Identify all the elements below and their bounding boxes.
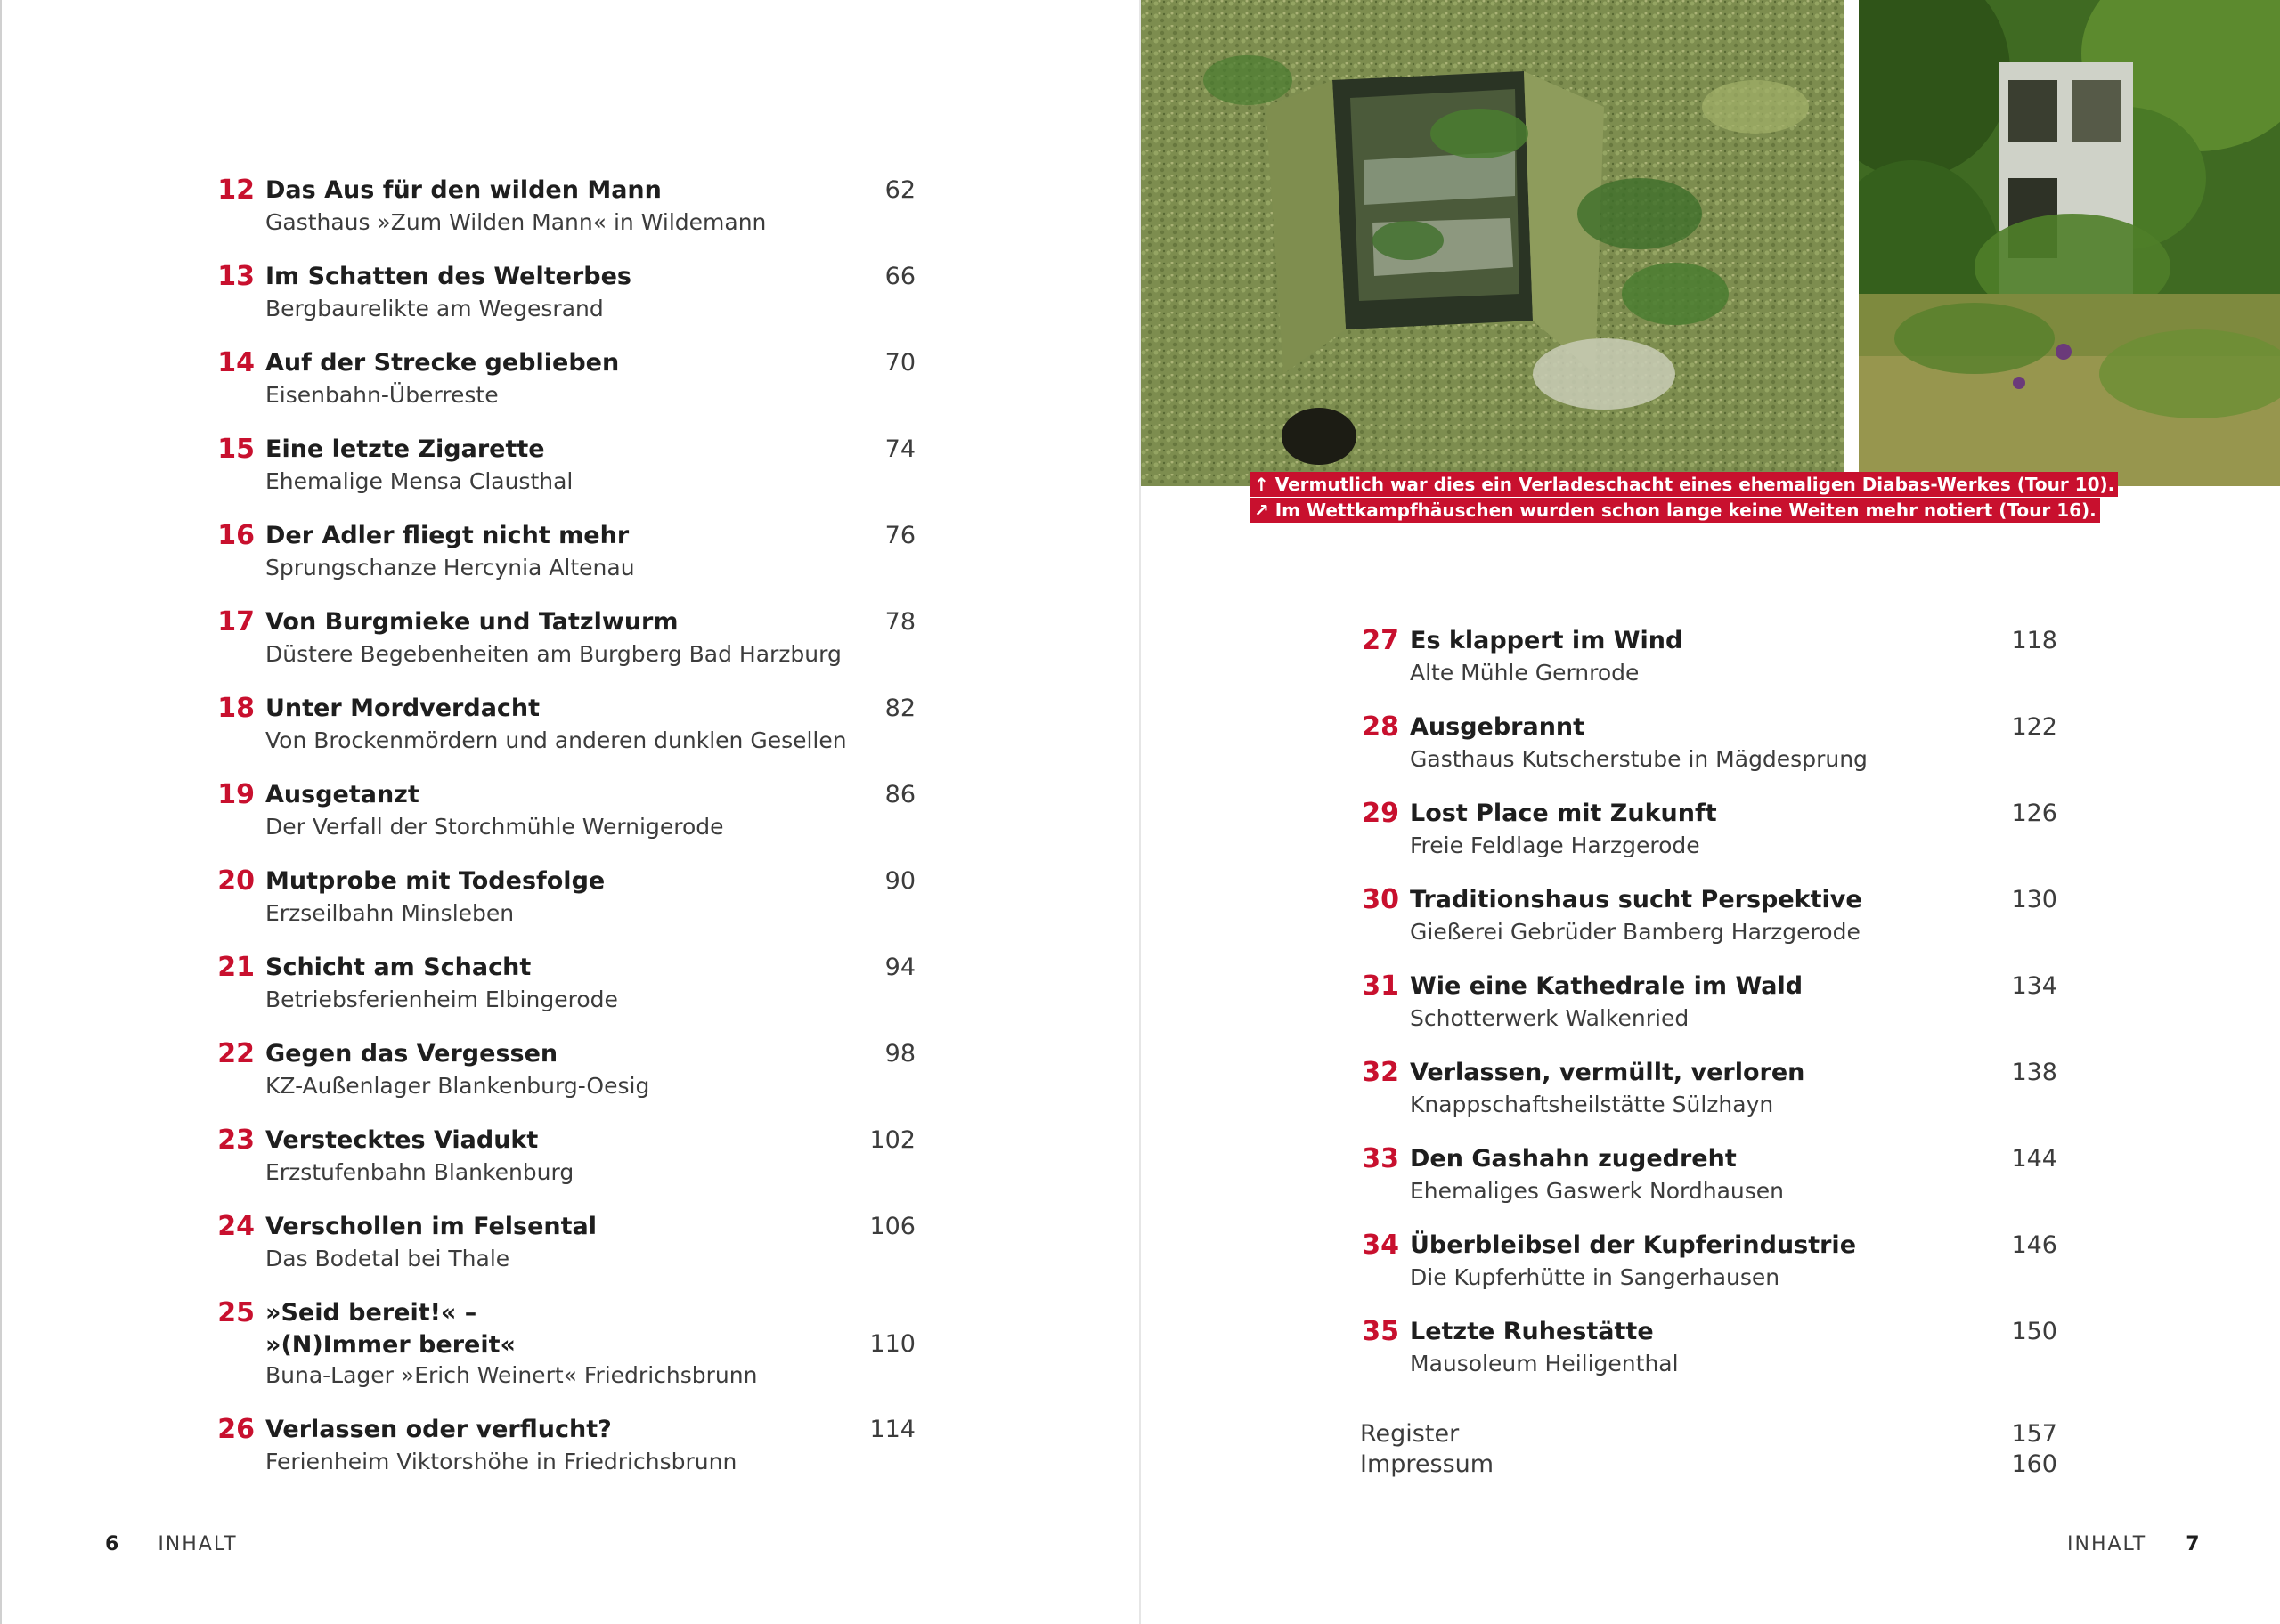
entry-number: 21 (217, 952, 255, 983)
entry-title: Verlassen, vermüllt, verloren (1410, 1059, 1805, 1086)
entry-title-line: »Seid bereit!« – (265, 1299, 477, 1327)
entry-subtitle: Knappschaftsheilstätte Sülzhayn (1410, 1092, 1774, 1117)
entry-title: Traditionshaus sucht Perspektive (1410, 886, 1862, 914)
extra-page-number: 160 (2011, 1450, 2057, 1478)
entry-title: Wie eine Kathedrale im Wald (1410, 972, 1804, 1000)
entry-page-number: 86 (884, 781, 916, 808)
photo-caption (1250, 472, 2118, 524)
entry-page-number: 82 (884, 694, 916, 722)
entry-title: Verstecktes Viadukt (265, 1126, 539, 1154)
toc-entry[interactable] (216, 952, 916, 1023)
entry-subtitle: Alte Mühle Gernrode (1410, 660, 1640, 686)
toc-entry[interactable] (1360, 970, 2057, 1042)
entry-page-number: 102 (869, 1126, 916, 1154)
entry-subtitle: Eisenbahn-Überreste (265, 382, 499, 408)
toc-entry[interactable] (216, 1038, 916, 1109)
photo-judges-tower (1859, 0, 2280, 486)
tower-image (1859, 0, 2280, 486)
entry-title: Ausgebrannt (1410, 713, 1585, 741)
caption-line: ↑ Vermutlich war dies ein Verladeschacht eines ehemaligen Diabas-Werkes (Tour 10). (1250, 472, 2118, 497)
caption-line: ↗ Im Wettkampfhäuschen wurden schon lange keine Weiten mehr notiert (Tour 16). (1250, 498, 2100, 523)
entry-subtitle: Schotterwerk Walkenried (1410, 1005, 1690, 1031)
entry-subtitle: Ehemalige Mensa Clausthal (265, 468, 574, 494)
entry-subtitle: Mausoleum Heiligenthal (1410, 1351, 1679, 1376)
entry-number: 17 (217, 606, 255, 637)
entry-page-number: 146 (2011, 1231, 2057, 1259)
toc-entry[interactable] (1360, 1230, 2057, 1301)
entry-number: 29 (1362, 798, 1399, 829)
entry-page-number: 76 (884, 522, 916, 549)
entry-title: Überbleibsel der Kupferindustrie (1410, 1231, 1857, 1259)
entry-page-number: 94 (884, 954, 916, 981)
photo-concrete-shaft (1141, 0, 1844, 486)
entry-page-number: 66 (884, 263, 916, 290)
entry-subtitle: Sprungschanze Hercynia Altenau (265, 555, 635, 581)
entry-number: 15 (217, 434, 255, 465)
toc-entry[interactable] (1360, 798, 2057, 869)
entry-subtitle: Gasthaus Kutscherstube in Mägdesprung (1410, 746, 1868, 772)
entry-title: Ausgetanzt (265, 781, 419, 808)
entry-number: 25 (217, 1297, 255, 1328)
entry-number: 35 (1362, 1316, 1399, 1347)
entry-subtitle: Die Kupferhütte in Sangerhausen (1410, 1264, 1780, 1290)
entry-title: Auf der Strecke geblieben (265, 349, 620, 377)
toc-entry[interactable] (216, 1297, 916, 1397)
entry-subtitle: Ferienheim Viktorshöhe in Friedrichsbrunn (265, 1449, 737, 1474)
entry-title: Schicht am Schacht (265, 954, 532, 981)
entry-title-line: »(N)Immer bereit« (265, 1331, 516, 1359)
entry-number: 33 (1362, 1143, 1399, 1174)
entry-subtitle: KZ-Außenlager Blankenburg-Oesig (265, 1073, 650, 1099)
entry-number: 13 (217, 261, 255, 292)
extra-page-number: 157 (2011, 1420, 2057, 1448)
entry-number: 24 (217, 1211, 255, 1242)
entry-page-number: 98 (884, 1040, 916, 1068)
entry-subtitle: Erzstufenbahn Blankenburg (265, 1159, 574, 1185)
entry-number: 14 (217, 347, 255, 378)
page-footer-right (2067, 1533, 2200, 1555)
right-page (1141, 0, 2280, 1624)
toc-extra-impressum[interactable] (1360, 1449, 2057, 1480)
toc-entry[interactable] (216, 693, 916, 764)
toc-entry[interactable] (1360, 711, 2057, 783)
entry-subtitle: Der Verfall der Storchmühle Wernigerode (265, 814, 724, 840)
toc-entry[interactable] (216, 175, 916, 246)
entry-subtitle: Gasthaus »Zum Wilden Mann« in Wildemann (265, 209, 767, 235)
toc-entry[interactable] (1360, 884, 2057, 955)
entry-title: Der Adler fliegt nicht mehr (265, 522, 630, 549)
page-footer-left (105, 1533, 238, 1555)
entry-subtitle: Betriebsferienheim Elbingerode (265, 987, 618, 1012)
toc-entry[interactable] (216, 261, 916, 332)
entry-number: 23 (217, 1125, 255, 1156)
shaft-image (1141, 0, 1844, 486)
toc-right (1360, 625, 2057, 1498)
entry-page-number: 114 (869, 1416, 916, 1443)
toc-entry[interactable] (216, 520, 916, 591)
entry-page-number: 118 (2011, 627, 2057, 654)
entry-number: 30 (1362, 884, 1399, 915)
section-label: INHALT (158, 1533, 238, 1555)
entry-subtitle: Ehemaliges Gaswerk Nordhausen (1410, 1178, 1785, 1204)
entry-title: Mutprobe mit Todesfolge (265, 867, 606, 895)
left-page (0, 0, 1139, 1624)
entry-title: Von Burgmieke und Tatzlwurm (265, 608, 679, 636)
entry-title: Letzte Ruhestätte (1410, 1318, 1654, 1345)
toc-extra-register[interactable] (1360, 1419, 2057, 1449)
toc-entry[interactable] (1360, 1316, 2057, 1387)
entry-page-number: 110 (869, 1330, 916, 1358)
entry-number: 28 (1362, 711, 1399, 743)
entry-title: Den Gashahn zugedreht (1410, 1145, 1737, 1173)
entry-page-number: 150 (2011, 1318, 2057, 1345)
section-label: INHALT (2067, 1533, 2147, 1555)
entry-subtitle: Von Brockenmördern und anderen dunklen Gesellen (265, 727, 847, 753)
extra-label: Impressum (1360, 1450, 1494, 1478)
entry-page-number: 90 (884, 867, 916, 895)
entry-page-number: 126 (2011, 800, 2057, 827)
entry-title: Das Aus für den wilden Mann (265, 176, 662, 204)
entry-page-number: 130 (2011, 886, 2057, 914)
extra-label: Register (1360, 1420, 1460, 1448)
entry-page-number: 62 (884, 176, 916, 204)
entry-page-number: 138 (2011, 1059, 2057, 1086)
toc-entry[interactable] (1360, 625, 2057, 696)
entry-subtitle: Gießerei Gebrüder Bamberg Harzgerode (1410, 919, 1861, 945)
entry-title: Gegen das Vergessen (265, 1040, 558, 1068)
entry-number: 22 (217, 1038, 255, 1069)
toc-entry[interactable] (216, 1414, 916, 1485)
entry-title: Im Schatten des Welterbes (265, 263, 631, 290)
toc-entry[interactable] (216, 865, 916, 937)
entry-number: 16 (217, 520, 255, 551)
entry-page-number: 78 (884, 608, 916, 636)
entry-subtitle: Erzseilbahn Minsleben (265, 900, 515, 926)
toc-left (216, 175, 916, 1510)
entry-number: 20 (217, 865, 255, 897)
entry-page-number: 106 (869, 1213, 916, 1240)
entry-page-number: 134 (2011, 972, 2057, 1000)
entry-number: 32 (1362, 1057, 1399, 1088)
entry-title: Verlassen oder verflucht? (265, 1416, 612, 1443)
entry-number: 19 (217, 779, 255, 810)
entry-number: 26 (217, 1414, 255, 1445)
entry-title (265, 1297, 516, 1361)
page-number: 7 (2186, 1533, 2200, 1555)
entry-title: Unter Mordverdacht (265, 694, 541, 722)
entry-subtitle: Das Bodetal bei Thale (265, 1246, 510, 1271)
entry-title: Eine letzte Zigarette (265, 435, 545, 463)
entry-page-number: 144 (2011, 1145, 2057, 1173)
toc-entry[interactable] (1360, 1057, 2057, 1128)
toc-entry[interactable] (1360, 1143, 2057, 1214)
entry-title: Es klappert im Wind (1410, 627, 1683, 654)
entry-page-number: 70 (884, 349, 916, 377)
entry-number: 27 (1362, 625, 1399, 656)
entry-number: 34 (1362, 1230, 1399, 1261)
entry-number: 18 (217, 693, 255, 724)
toc-entry[interactable] (216, 347, 916, 418)
entry-page-number: 122 (2011, 713, 2057, 741)
entry-number: 12 (217, 175, 255, 206)
entry-subtitle: Bergbaurelikte am Wegesrand (265, 296, 604, 321)
entry-page-number: 74 (884, 435, 916, 463)
entry-title: Verschollen im Felsental (265, 1213, 598, 1240)
entry-number: 31 (1362, 970, 1399, 1002)
toc-entry[interactable] (216, 606, 916, 678)
entry-subtitle: Düstere Begebenheiten am Burgberg Bad Harzburg (265, 641, 842, 667)
toc-entry[interactable] (216, 434, 916, 505)
entry-subtitle: Buna-Lager »Erich Weinert« Friedrichsbrunn (265, 1362, 758, 1388)
entry-title: Lost Place mit Zukunft (1410, 800, 1717, 827)
toc-entry[interactable] (216, 779, 916, 850)
toc-entry[interactable] (216, 1211, 916, 1282)
page-number: 6 (105, 1533, 119, 1555)
entry-subtitle: Freie Feldlage Harzgerode (1410, 832, 1700, 858)
toc-entry[interactable] (216, 1125, 916, 1196)
